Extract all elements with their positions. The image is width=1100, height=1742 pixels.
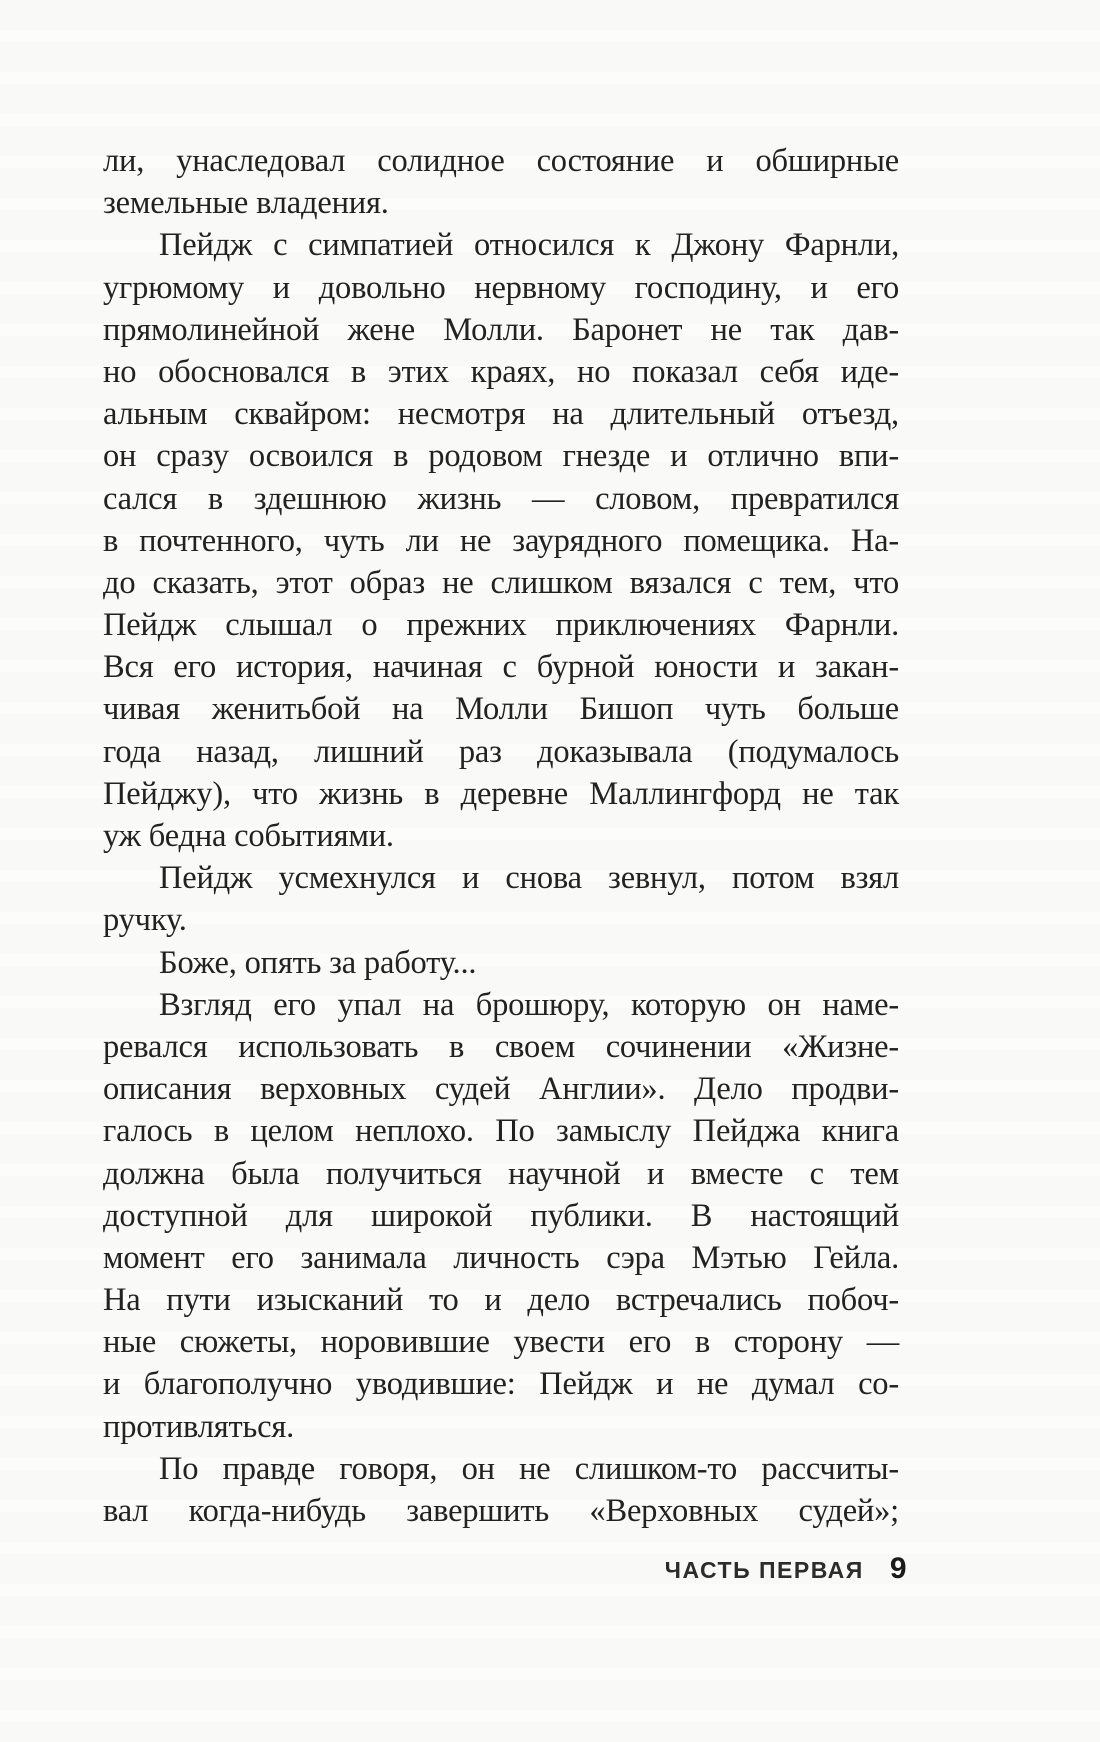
text-line: в почтенного, чуть ли не заурядного помещика. На-	[103, 522, 899, 559]
text-line: он сразу освоился в родовом гнезде и отлично впи-	[103, 438, 899, 475]
text-line: земельные владения.	[103, 185, 389, 222]
text-line: уж бедна событиями.	[103, 818, 394, 854]
text-line: Пейдж слышал о прежних приключениях Фарнли.	[103, 607, 899, 644]
text-line: Боже, опять за работу...	[159, 944, 477, 981]
text-line: но обосновался в этих краях, но показал себя иде-	[103, 353, 899, 390]
text-line: прямолинейной жене Молли. Баронет не так дав-	[103, 311, 899, 348]
text-line: Вся его история, начиная с бурной юности и закан-	[103, 649, 899, 686]
text-line: ручку.	[103, 902, 187, 939]
text-line: ли, унаследовал солидное состояние и обширные	[103, 143, 899, 179]
text-line: сался в здешнюю жизнь — словом, превратился	[103, 480, 899, 517]
text-line: момент его занимала личность сэра Мэтью Гейла.	[103, 1239, 899, 1276]
text-line: доступной для широкой публики. В настоящий	[103, 1197, 899, 1234]
text-line: угрюмому и довольно нервному господину, и его	[103, 269, 899, 306]
text-line: Пейдж с симпатией относился к Джону Фарнли,	[159, 227, 899, 264]
text-line: чивая женитьбой на Молли Бишоп чуть больше	[103, 691, 899, 728]
text-line: описания верховных судей Англии». Дело продви-	[103, 1071, 899, 1108]
text-line: ные сюжеты, норовившие увести его в сторону —	[103, 1324, 899, 1361]
page-footer	[103, 1552, 907, 1586]
text-line: года назад, лишний раз доказывала (подумалось	[103, 733, 899, 770]
text-line: галось в целом неплохо. По замыслу Пейджа книга	[103, 1113, 899, 1150]
text-line: Пейдж усмехнулся и снова зевнул, потом взял	[159, 860, 899, 897]
running-title: ЧАСТЬ ПЕРВАЯ	[664, 1557, 864, 1583]
text-line: и благополучно уводившие: Пейдж и не думал со-	[103, 1366, 899, 1403]
text-line: ревался использовать в своем сочинении «Жизне-	[103, 1028, 899, 1065]
text-line: На пути изысканий то и дело встречались побоч-	[103, 1282, 899, 1319]
page-number: 9	[889, 1552, 907, 1585]
text-line: до сказать, этот образ не слишком вязался с тем, что	[103, 564, 899, 601]
text-line: Взгляд его упал на брошюру, которую он наме-	[159, 986, 899, 1023]
text-line: Пейджу), что жизнь в деревне Маллингфорд не так	[103, 775, 899, 812]
text-line: противляться.	[103, 1408, 295, 1445]
text-line: По правде говоря, он не слишком-то рассчиты-	[159, 1450, 899, 1487]
text-line: альным сквайром: несмотря на длительный отъезд,	[103, 396, 899, 433]
body-text-block	[103, 140, 899, 1532]
text-line: должна была получиться научной и вместе с тем	[103, 1155, 899, 1192]
text-line: вал когда-нибудь завершить «Верховных судей»;	[103, 1493, 899, 1529]
